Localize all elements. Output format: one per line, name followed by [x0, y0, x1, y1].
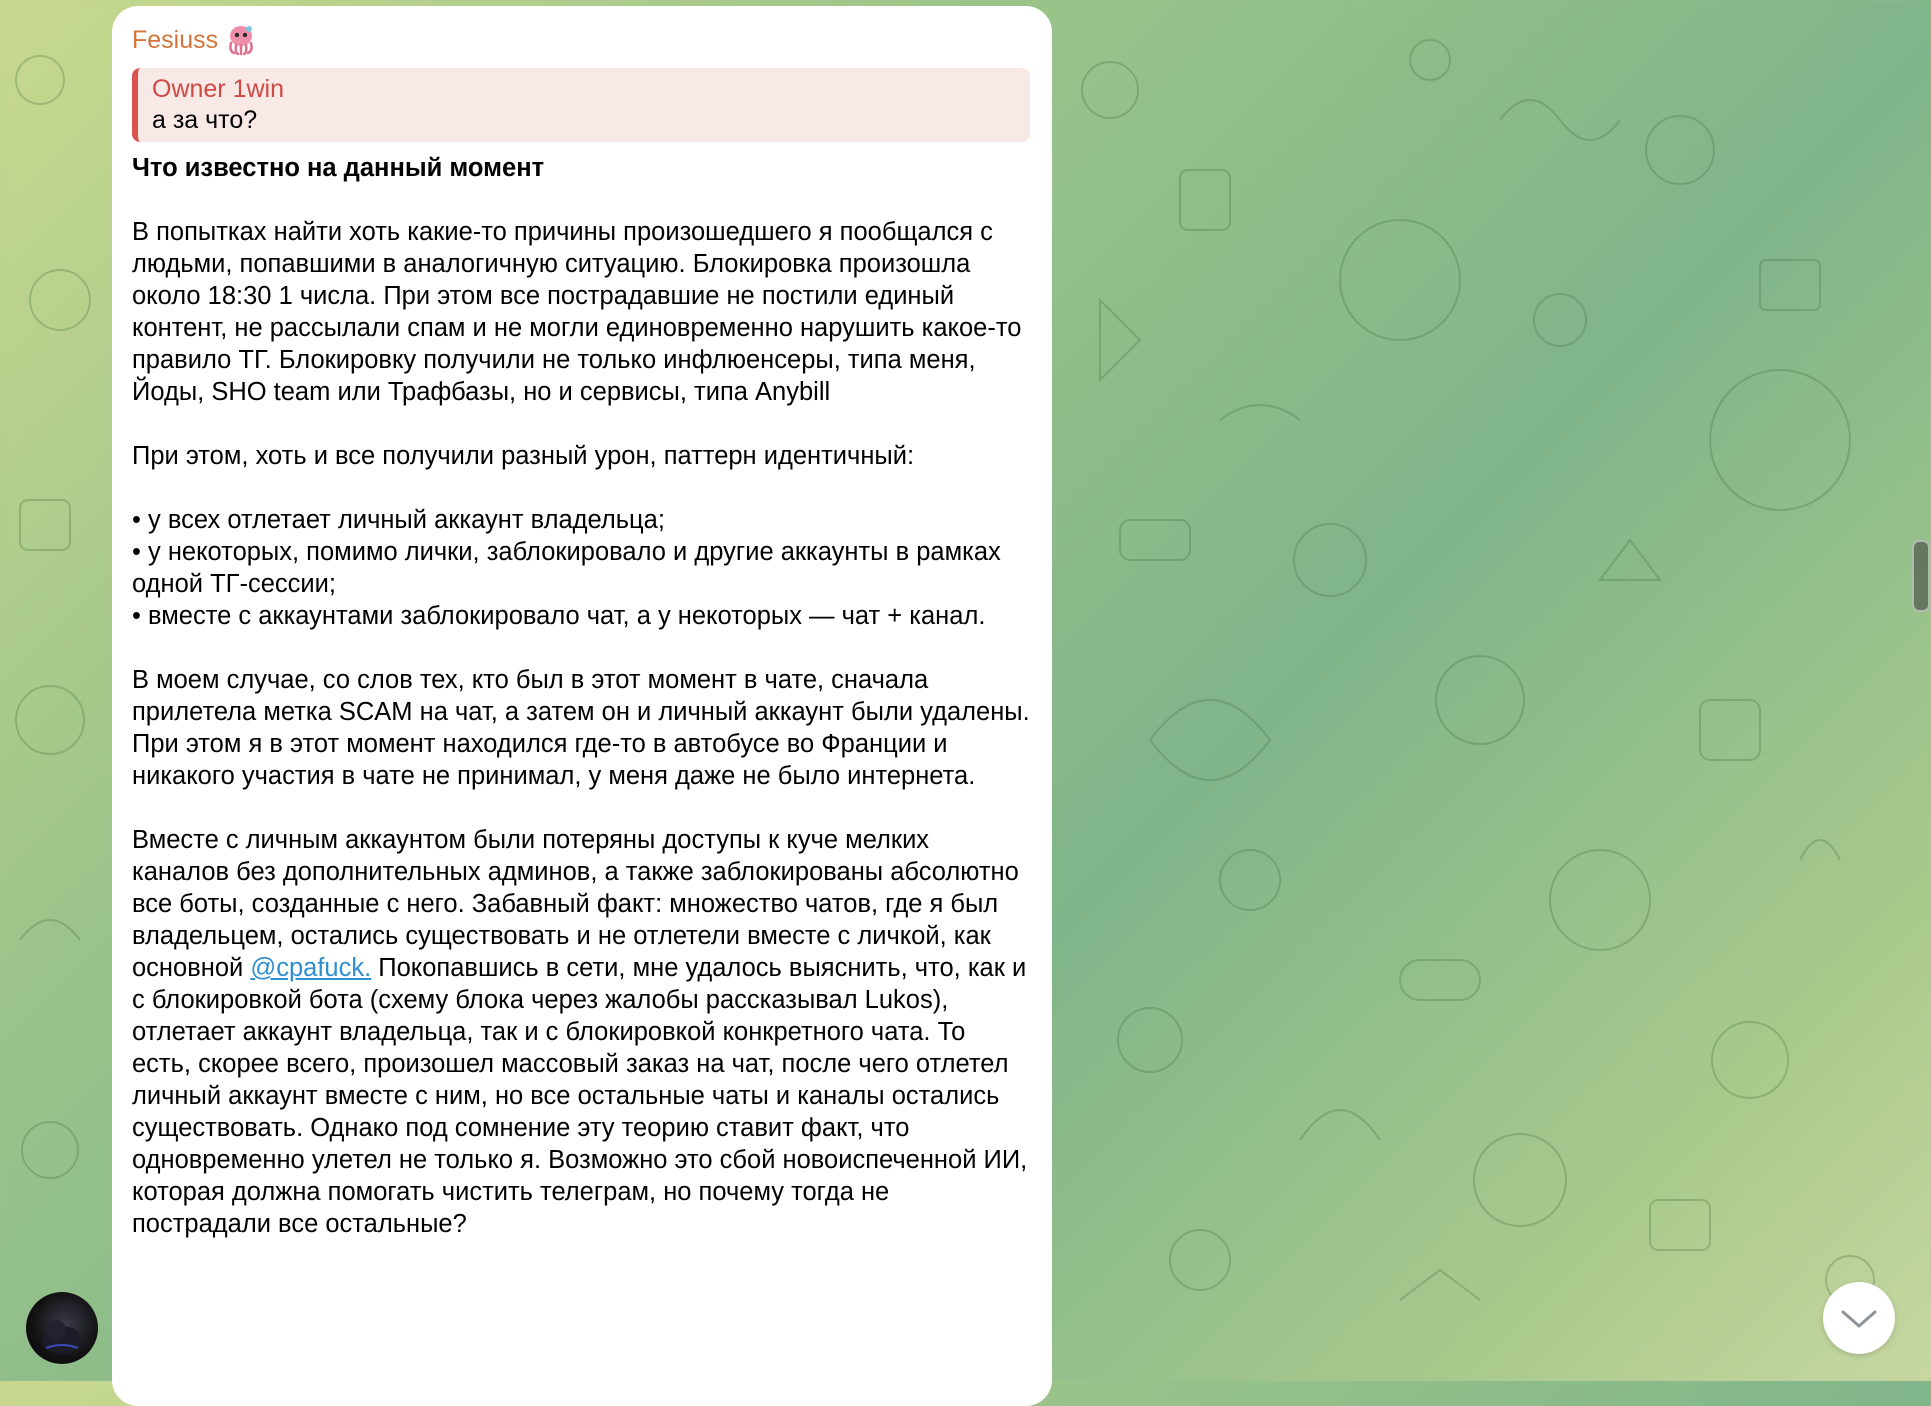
user-avatar[interactable]	[26, 1292, 98, 1364]
message-bubble[interactable]	[112, 6, 1052, 1406]
paragraph-4-end: Покопавшись в сети, мне удалось выяснить, что, как и с блокировкой бота (схему блока через жалобы рассказывал Lukos), отлетает аккаунт владельца, так и с блокировкой конкретного чата. То есть, скорее всего, произошел массовый заказ на чат, после чего отлетел личный аккаунт вместе с ним, но все остальные чаты и каналы остались существовать. Однако под сомнение эту теорию ставит факт, что одновременно улетел не только я. Возможно это сбой новоиспеченной ИИ, которая должна помогать чистить телеграм, но почему тогда не пострадали все остальные?	[132, 954, 1028, 1238]
scroll-down-button[interactable]	[1823, 1282, 1895, 1354]
paragraph-2: При этом, хоть и все получили разный урон, паттерн идентичный:	[132, 442, 915, 470]
sender-header	[132, 20, 1030, 60]
message-title: Что известно на данный момент	[132, 154, 545, 182]
reply-author: Owner 1win	[152, 75, 284, 103]
channel-link[interactable]: @cpafuck.	[250, 954, 372, 982]
paragraph-4-start: Вместе с личным аккаунтом были потеряны доступы к куче мелких каналов без дополнительных админов, а также заблокированы абсолютно все боты, созданные с него. Забавный факт: множество чатов, где я был владельцем, остались существовать и не отлетели вместе с личкой, как основной	[132, 826, 1019, 982]
octopus-emoji-icon	[224, 23, 258, 57]
bullet-list: • у всех отлетает личный аккаунт владельца; • у некоторых, помимо лички, заблокировало и другие аккаунты в рамках одной ТГ-сессии; • вместе с аккаунтами заблокировало чат, а у некоторых — чат + канал.	[132, 506, 1001, 630]
paragraph-1: В попытках найти хоть какие-то причины произошедшего я пообщался с людьми, попавшими в аналогичную ситуацию. Блокировка произошла около 18:30 1 числа. При этом все пострадавшие не постили единый контент, не рассылали спам и не могли единовременно нарушить какое-то правило ТГ. Блокировку получили не только инфлюенсеры, типа меня, Йоды, SHO team или Трафбазы, но и сервисы, типа Anybill	[132, 218, 1022, 406]
chevron-down-icon	[1839, 1306, 1879, 1330]
avatar-image	[26, 1292, 98, 1364]
scrollbar-thumb[interactable]	[1912, 540, 1930, 612]
paragraph-4	[132, 824, 1030, 1240]
sender-name[interactable]: Fesiuss	[132, 25, 219, 54]
reply-quote[interactable]	[132, 68, 1030, 142]
message-text	[132, 152, 1030, 1240]
reply-text: а за что?	[152, 106, 258, 134]
paragraph-3: В моем случае, со слов тех, кто был в этот момент в чате, сначала прилетела метка SCAM на чат, а затем он и личный аккаунт были удалены. При этом я в этот момент находился где-то в автобусе во Франции и никакого участия в чате не принимал, у меня даже не было интернета.	[132, 666, 1030, 790]
